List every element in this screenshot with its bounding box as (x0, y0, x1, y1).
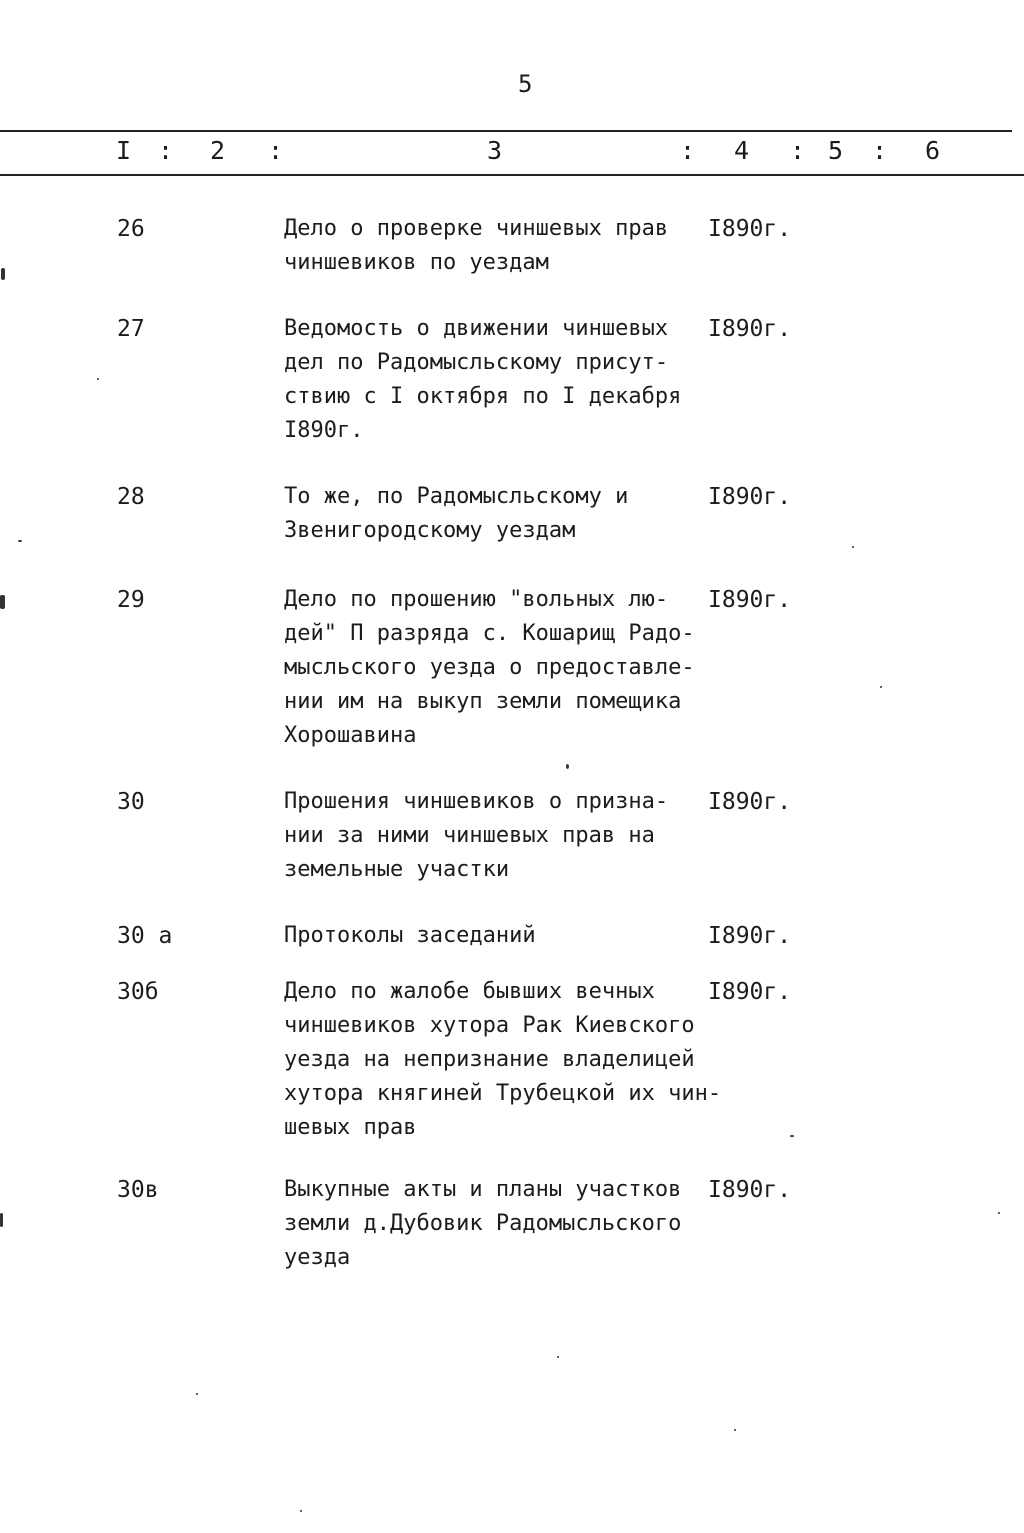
entry-year: I890г. (708, 923, 792, 949)
description-line: шевых прав (284, 1115, 417, 1140)
description-line: дел по Радомысльскому присут- (284, 350, 669, 375)
entry-year: I890г. (708, 587, 792, 613)
scan-speck (0, 1213, 3, 1227)
column-header-5: 5 (828, 136, 844, 165)
description-line: Хорошавина (284, 723, 417, 748)
entry-number: 29 (117, 587, 145, 613)
scan-speck (790, 1135, 794, 1137)
entry-number: 30б (117, 979, 159, 1005)
column-separator: : (268, 136, 284, 165)
entry-number: 30 а (117, 923, 173, 949)
entry-description (284, 1173, 724, 1275)
description-line: чиншевиков по уездам (284, 250, 549, 275)
entry-number: 30 (117, 789, 145, 815)
scan-speck (196, 1393, 198, 1395)
scan-speck (557, 1356, 559, 1358)
scan-speck (566, 764, 569, 769)
description-line: I890г. (284, 418, 364, 443)
column-header-3: 3 (487, 136, 503, 165)
scan-speck (18, 540, 22, 542)
description-line: Прошения чиншевиков о призна- (284, 789, 669, 814)
column-separator: : (790, 136, 806, 165)
scan-speck (998, 1212, 1000, 1214)
description-line: То же, по Радомысльскому и (284, 484, 629, 509)
entry-description (284, 583, 724, 753)
column-header-6: 6 (925, 136, 941, 165)
entry-year: I890г. (708, 484, 792, 510)
entry-number: 28 (117, 484, 145, 510)
scan-speck (880, 686, 882, 688)
description-line: дей" П разряда с. Кошарищ Радо- (284, 621, 695, 646)
description-line: земельные участки (284, 857, 510, 882)
column-header-4: 4 (734, 136, 750, 165)
header-rule-bottom (0, 174, 1024, 176)
description-line: Дело о проверке чиншевых прав (284, 216, 669, 241)
description-line: Дело по прошению "вольных лю- (284, 587, 669, 612)
entry-year: I890г. (708, 979, 792, 1005)
description-line: уезда на непризнание владелицей (284, 1047, 695, 1072)
column-separator: : (158, 136, 174, 165)
scan-speck (300, 1510, 302, 1512)
entry-description (284, 212, 724, 280)
entry-description (284, 975, 724, 1145)
description-line: хутора княгиней Трубецкой их чин- (284, 1081, 722, 1106)
entry-year: I890г. (708, 216, 792, 242)
entry-number: 27 (117, 316, 145, 342)
column-separator: : (680, 136, 696, 165)
entry-year: I890г. (708, 789, 792, 815)
column-separator: : (872, 136, 888, 165)
description-line: чиншевиков хутора Рак Киевского (284, 1013, 695, 1038)
scan-speck (852, 546, 854, 548)
column-header-2: 2 (210, 136, 226, 165)
entry-year: I890г. (708, 316, 792, 342)
column-header-1: I (116, 136, 132, 165)
scan-speck (1, 268, 5, 280)
description-line: нии им на выкуп земли помещика (284, 689, 682, 714)
scan-speck (0, 595, 5, 609)
header-rule-top (0, 130, 1012, 132)
entry-year: I890г. (708, 1177, 792, 1203)
entry-description (284, 785, 724, 887)
description-line: нии за ними чиншевых прав на (284, 823, 655, 848)
description-line: Дело по жалобе бывших вечных (284, 979, 655, 1004)
entry-description (284, 312, 724, 448)
description-line: земли д.Дубовик Радомысльского (284, 1211, 682, 1236)
page-number: 5 (518, 70, 533, 98)
description-line: Звенигородскому уездам (284, 518, 576, 543)
entry-number: 30в (117, 1177, 159, 1203)
description-line: Ведомость о движении чиншевых (284, 316, 669, 341)
scan-speck (734, 1429, 736, 1431)
description-line: Выкупные акты и планы участков (284, 1177, 682, 1202)
entry-description (284, 480, 724, 548)
entry-description (284, 919, 724, 953)
description-line: мысльского уезда о предоставле- (284, 655, 695, 680)
entry-number: 26 (117, 216, 145, 242)
description-line: уезда (284, 1245, 351, 1270)
scan-speck (97, 378, 99, 380)
description-line: ствию с I октября по I декабря (284, 384, 682, 409)
description-line: Протоколы заседаний (284, 923, 536, 948)
